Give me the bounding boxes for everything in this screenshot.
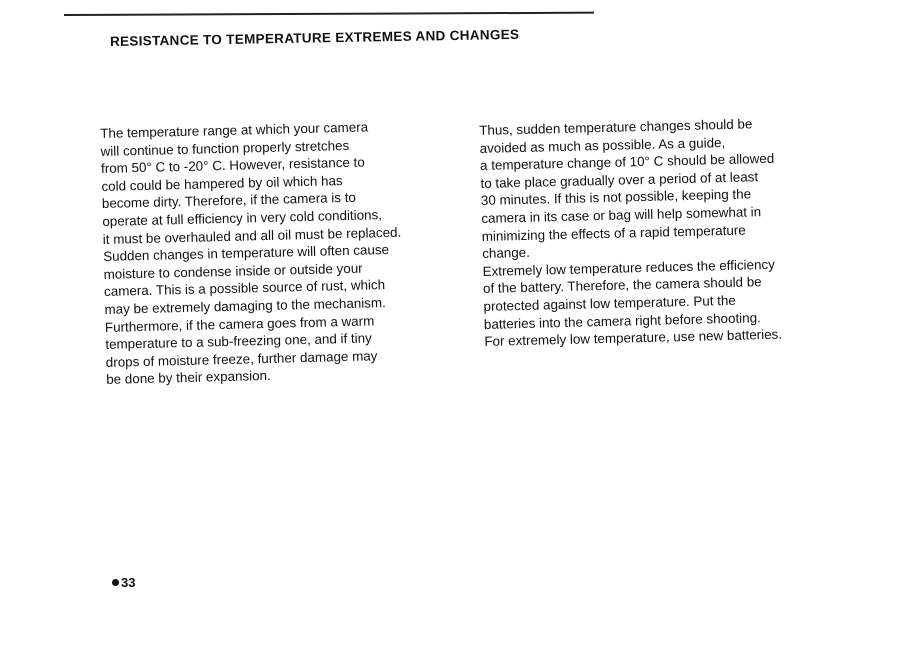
text-line: of the battery. Therefore, the camera should be: [482, 274, 762, 297]
text-line: moisture to condense inside or outside your: [103, 260, 363, 282]
text-line: may be extremely damaging to the mechanism.: [104, 295, 386, 317]
text-line: to take place gradually over a period of at least: [480, 168, 759, 191]
text-line: Sudden changes in temperature will often cause: [103, 242, 390, 265]
text-line: minimizing the effects of a rapid temperature: [481, 222, 746, 244]
text-line: For extremely low temperature, use new batteries.: [484, 326, 783, 350]
top-rule: [64, 12, 594, 16]
text-line: protected against low temperature. Put the: [483, 292, 736, 314]
text-line: operate at full efficiency in very cold conditions,: [102, 207, 383, 229]
text-line: batteries into the camera right before shooting.: [483, 309, 761, 332]
section-heading: RESISTANCE TO TEMPERATURE EXTREMES AND CHANGES: [109, 26, 520, 49]
page-number: [112, 575, 135, 590]
text-line: Thus, sudden temperature changes should be: [479, 116, 753, 138]
text-line: from 50° C to -20° C. However, resistance to: [100, 154, 365, 177]
text-line: avoided as much as possible. As a guide,: [479, 134, 726, 156]
text-line: it must be overhauled and all oil must be replaced.: [102, 224, 402, 247]
text-line: The temperature range at which your camera: [100, 119, 369, 141]
text-line: camera. This is a possible source of rust, which: [103, 277, 386, 300]
text-line: Furthermore, if the camera goes from a warm: [104, 312, 375, 335]
left-column: [100, 118, 405, 389]
page-number-text: 33: [121, 575, 136, 590]
right-column: [479, 115, 782, 351]
text-line: Extremely low temperature reduces the efficiency: [482, 256, 775, 279]
text-line: will continue to function properly stretches: [100, 137, 350, 159]
text-line: become dirty. Therefore, if the camera is to: [101, 190, 357, 212]
text-line: a temperature change of 10° C should be allowed: [479, 150, 775, 174]
text-line: be done by their expansion.: [106, 368, 271, 388]
text-line: 30 minutes. If this is not possible, keeping the: [480, 186, 752, 209]
text-line: change.: [482, 244, 531, 262]
text-line: drops of moisture freeze, further damage may: [105, 348, 378, 370]
text-line: cold could be hampered by oil which has: [101, 172, 343, 194]
text-line: temperature to a sub-freezing one, and if tiny: [105, 330, 372, 353]
text-line: camera in its case or bag will help somewhat in: [481, 204, 762, 226]
bullet-icon: [112, 579, 119, 586]
